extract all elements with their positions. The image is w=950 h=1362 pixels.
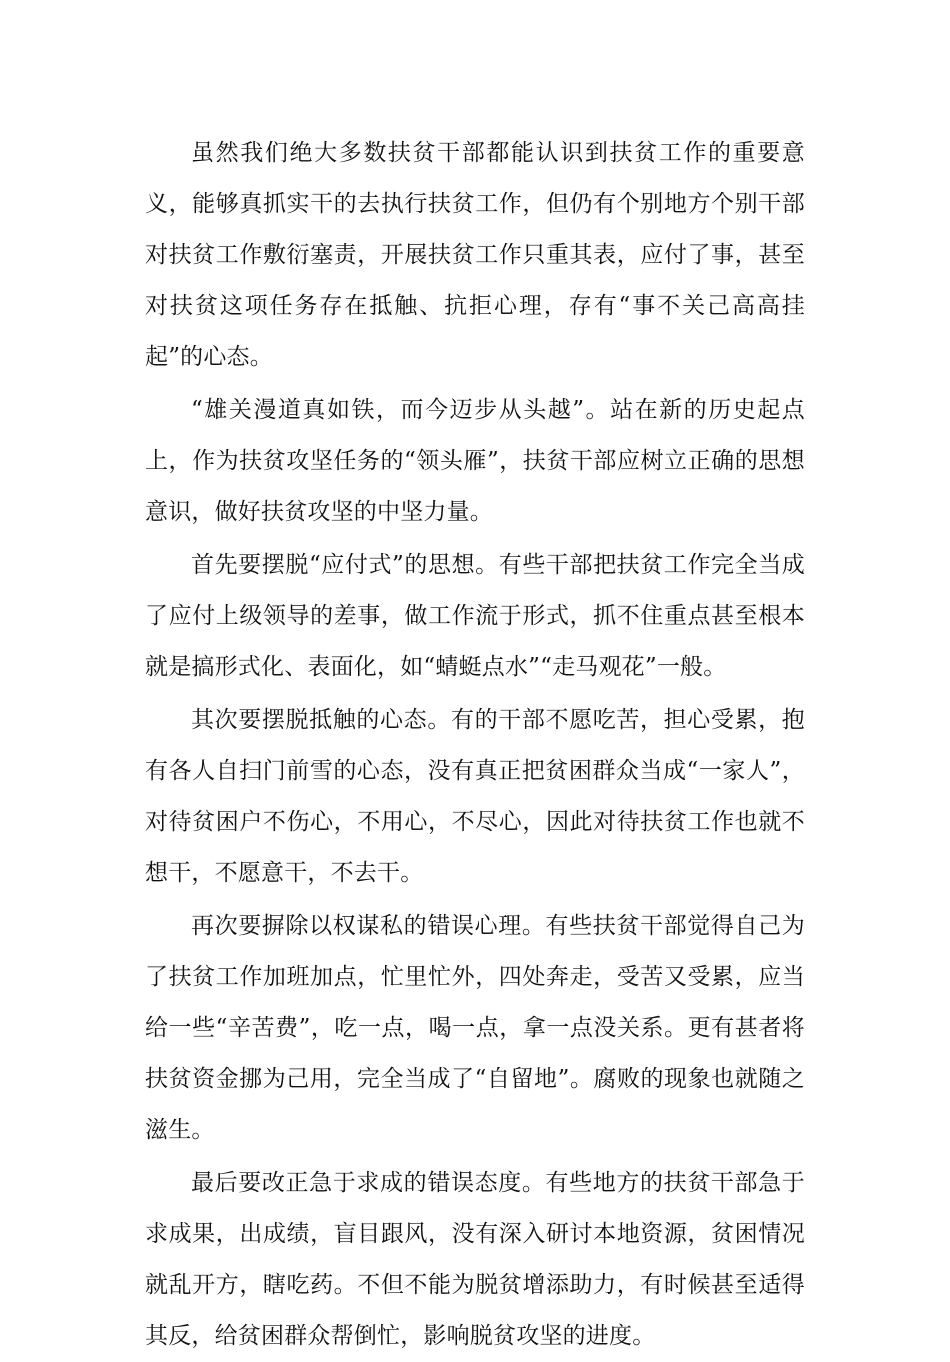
paragraph-4: 其次要摆脱抵触的心态。有的干部不愿吃苦，担心受累，抱有各人自扫门前雪的心态，没有真正把贫困群众当成“一家人”，对待贫困户不伤心，不用心，不尽心，因此对待扶贫工作也就不想干，不愿意干，不去干。 bbox=[145, 707, 805, 886]
paragraph-3: 首先要摆脱“应付式”的思想。有些干部把扶贫工作完全当成了应付上级领导的差事，做工作流于形式，抓不住重点甚至根本就是搞形式化、表面化，如“蜻蜓点水”“走马观花”一般。 bbox=[145, 552, 805, 680]
paragraph-2: “雄关漫道真如铁，而今迈步从头越”。站在新的历史起点上，作为扶贫攻坚任务的“领头雁”，扶贫干部应树立正确的思想意识，做好扶贫攻坚的中坚力量。 bbox=[145, 397, 805, 525]
paragraph-5: 再次要摒除以权谋私的错误心理。有些扶贫干部觉得自己为了扶贫工作加班加点，忙里忙外，四处奔走，受苦又受累，应当给一些“辛苦费”，吃一点，喝一点，拿一点没关系。更有甚者将扶贫资金挪为己用，完全当成了“自留地”。腐败的现象也就随之滋生。 bbox=[145, 913, 805, 1143]
document-body bbox=[145, 128, 805, 1362]
paragraph-6: 最后要改正急于求成的错误态度。有些地方的扶贫干部急于求成果，出成绩，盲目跟风，没有深入研讨本地资源，贫困情况就乱开方，瞎吃药。不但不能为脱贫增添助力，有时候甚至适得其反，给贫困群众帮倒忙，影响脱贫攻坚的进度。 bbox=[145, 1170, 805, 1349]
paragraph-1: 虽然我们绝大多数扶贫干部都能认识到扶贫工作的重要意义，能够真抓实干的去执行扶贫工作，但仍有个别地方个别干部对扶贫工作敷衍塞责，开展扶贫工作只重其表，应付了事，甚至对扶贫这项任务存在抵触、抗拒心理，存有“事不关己高高挂起”的心态。 bbox=[145, 140, 805, 370]
